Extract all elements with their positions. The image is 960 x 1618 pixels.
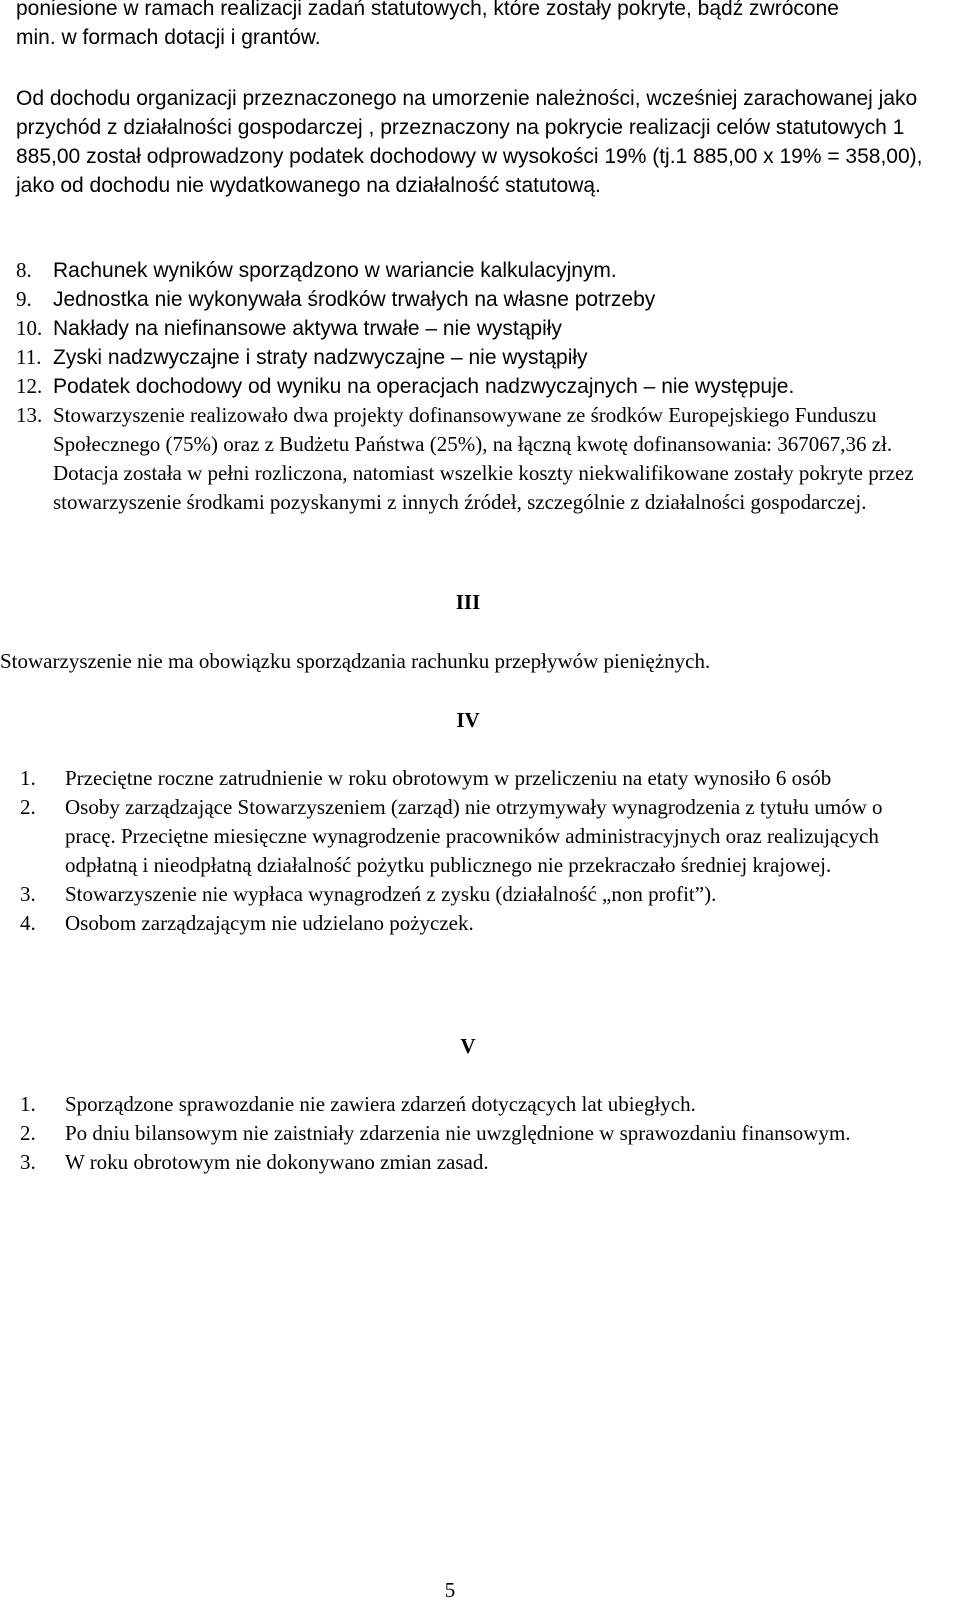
list-item <box>16 256 916 285</box>
item-number: 1. <box>20 1092 36 1116</box>
item-text: Stowarzyszenie realizowało dwa projekty dofinansowywane ze środków Europejskiego Funduszu Społecznego (75%) oraz z Budżetu Państwa (25%), na łączną kwotę dofinansowania: 367067,36 zł. Dotacja została w pełni rozliczona, natomiast wszelkie koszty niekwalifikowane zostały pokryte przez stowarzyszenie środkami pozyskanymi z innych źródeł, szczególnie z działalności gospodarczej. <box>53 403 914 514</box>
intro-paragraph <box>16 0 926 52</box>
item-text: Osoby zarządzające Stowarzyszeniem (zarząd) nie otrzymywały wynagrodzenia z tytułu umów o pracę. Przeciętne miesięczne wynagrodzenie pracowników administracyjnych oraz realizujących odpłatną i nieodpłatną działalność pożytku publicznego nie przekraczało średniej krajowej. <box>65 795 883 877</box>
section-heading-iv: IV <box>456 708 480 732</box>
item-number: 11. <box>16 345 42 369</box>
item-number: 3. <box>20 1150 36 1174</box>
intro-line-1: poniesione w ramach realizacji zadań statutowych, które zostały pokryte, bądź zwrócone <box>16 0 839 20</box>
cash-flow-statement-note: Stowarzyszenie nie ma obowiązku sporządzania rachunku przepływów pieniężnych. <box>0 649 711 673</box>
item-text: Zyski nadzwyczajne i straty nadzwyczajne – nie wystąpiły <box>53 346 588 369</box>
numbered-notes-list <box>16 256 916 517</box>
item-text: Po dniu bilansowym nie zaistniały zdarzenia nie uwzględnione w sprawozdaniu finansowym. <box>65 1121 851 1145</box>
item-text: Nakłady na niefinansowe aktywa trwałe – nie wystąpiły <box>53 317 562 340</box>
income-tax-paragraph: Od dochodu organizacji przeznaczonego na umorzenie należności, wcześniej zarachowanej jako przychód z działalności gospodarczej , przeznaczony na pokrycie realizacji celów statutowych 1 885,00 został odprowadzony podatek dochodowy w wysokości 19% (tj.1 885,00 x 19% = 358,00), jako od dochodu nie wydatkowanego na działalność statutową. <box>16 87 923 197</box>
item-number: 3. <box>20 882 36 906</box>
list-item <box>20 880 932 909</box>
item-number: 2. <box>20 795 36 819</box>
list-item <box>16 401 916 517</box>
list-item <box>16 372 916 401</box>
item-number: 13. <box>16 403 43 427</box>
section-iv-list <box>20 764 932 938</box>
item-text: Podatek dochodowy od wyniku na operacjach nadzwyczajnych – nie występuje. <box>53 375 795 398</box>
list-item <box>16 314 916 343</box>
item-number: 8. <box>16 258 32 282</box>
item-text: Osobom zarządzającym nie udzielano pożyczek. <box>65 911 474 935</box>
item-text: Jednostka nie wykonywała środków trwałych na własne potrzeby <box>53 288 656 311</box>
list-item <box>20 1148 932 1177</box>
section-heading-v: V <box>460 1034 476 1058</box>
list-item <box>20 764 932 793</box>
item-number: 9. <box>16 287 32 311</box>
item-number: 10. <box>16 316 43 340</box>
list-item <box>16 343 916 372</box>
item-number: 2. <box>20 1121 36 1145</box>
item-text: Rachunek wyników sporządzono w wariancie kalkulacyjnym. <box>53 259 617 282</box>
list-item <box>20 1090 932 1119</box>
item-number: 4. <box>20 911 36 935</box>
item-number: 12. <box>16 374 43 398</box>
item-text: W roku obrotowym nie dokonywano zmian zasad. <box>65 1150 489 1174</box>
section-heading-iii: III <box>455 590 481 614</box>
intro-line-2: min. w formach dotacji i grantów. <box>16 26 321 49</box>
item-text: Stowarzyszenie nie wypłaca wynagrodzeń z zysku (działalność „non profit”). <box>65 882 717 906</box>
section-v-list <box>20 1090 932 1177</box>
item-number: 1. <box>20 766 36 790</box>
list-item <box>20 909 932 938</box>
item-text: Sporządzone sprawozdanie nie zawiera zdarzeń dotyczących lat ubiegłych. <box>65 1092 696 1116</box>
item-text: Przeciętne roczne zatrudnienie w roku obrotowym w przeliczeniu na etaty wynosiło 6 osób <box>65 766 832 790</box>
list-item <box>20 793 932 880</box>
list-item <box>16 285 916 314</box>
list-item <box>20 1119 932 1148</box>
page-number: 5 <box>444 1578 456 1602</box>
